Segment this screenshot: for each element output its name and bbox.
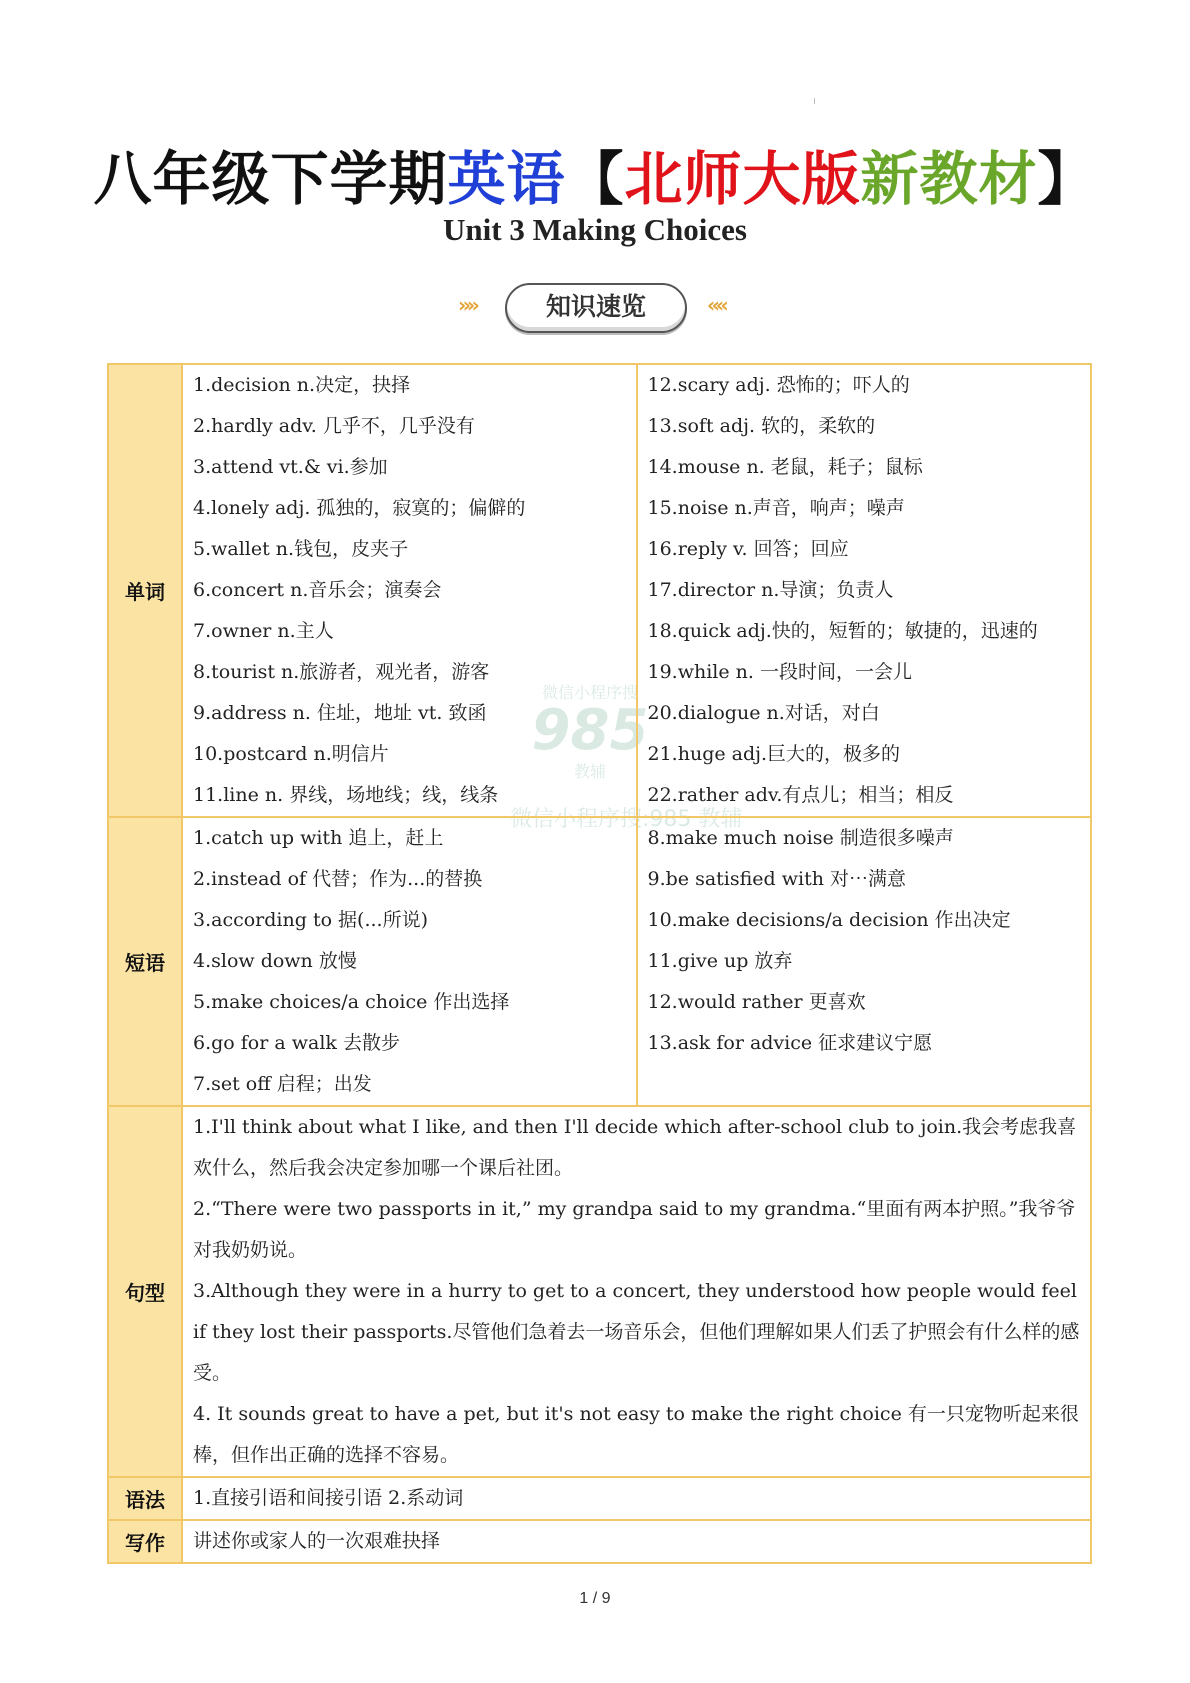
vocab-item: 22.rather adv.有点儿；相当；相反	[647, 784, 954, 806]
vocab-item: 2.hardly adv. 几乎不，几乎没有	[193, 415, 475, 437]
sentence-item: 4. It sounds great to have a pet, but it's not easy to make the right choice 有一只宠物听起来很棒，但作出正确的选择不容易。	[193, 1403, 1079, 1466]
title-part-subject: 英语	[447, 145, 566, 213]
title-part-bracket-close: 】	[1037, 145, 1097, 213]
vocab-item: 14.mouse n. 老鼠，耗子；鼠标	[647, 456, 923, 478]
sentence-item: 3.Although they were in a hurry to get to a concert, they understood how people would feel if they lost their passports.尽管他们急着去一场音乐会，但他们理解如果人们丢了护照会有什么样的感受。	[193, 1280, 1080, 1384]
vocab-item: 15.noise n.声音，响声；噪声	[647, 497, 905, 519]
vocab-content	[183, 365, 1090, 816]
vocab-item: 4.lonely adj. 孤独的，寂寞的；偏僻的	[193, 497, 526, 519]
grammar-row	[109, 1476, 1090, 1519]
vocab-item: 5.wallet n.钱包，皮夹子	[193, 538, 409, 560]
title-part-publisher: 北师大版	[624, 145, 861, 213]
sentence-item: 1.I'll think about what I like, and then I'll decide which after-school club to join.我会考虑我喜欢什么，然后我会决定参加哪一个课后社团。	[193, 1116, 1077, 1179]
page-number: 1 / 9	[579, 1590, 611, 1607]
title-part-grade: 八年级下学期	[93, 145, 448, 213]
phrase-item: 12.would rather 更喜欢	[647, 991, 866, 1013]
phrase-item: 9.be satisfied with 对⋯满意	[647, 868, 906, 890]
vocab-item: 12.scary adj. 恐怖的；吓人的	[647, 374, 910, 396]
phrases-left-column	[183, 818, 636, 1105]
phrase-item: 8.make much noise 制造很多噪声	[647, 827, 954, 849]
vocab-item: 1.decision n.决定，抉择	[193, 374, 411, 396]
vocab-item: 6.concert n.音乐会；演奏会	[193, 579, 442, 601]
vocab-left-column	[183, 365, 636, 816]
vocab-item: 11.line n. 界线，场地线；线，线条	[193, 784, 499, 806]
sentence-item: 2.“There were two passports in it,” my grandpa said to my grandma.“里面有两本护照。”我爷爷对我奶奶说。	[193, 1198, 1076, 1261]
sentences-content	[183, 1107, 1090, 1476]
vocab-item: 20.dialogue n.对话，对白	[647, 702, 880, 724]
title-part-bracket-open: 【	[565, 145, 625, 213]
phrase-item: 6.go for a walk 去散步	[193, 1032, 400, 1054]
vocab-item: 21.huge adj.巨大的，极多的	[647, 743, 901, 765]
watermark-mid-text: 教辅	[573, 762, 606, 781]
vocab-item: 16.reply v. 回答；回应	[647, 538, 849, 560]
knowledge-table	[107, 363, 1092, 1564]
vocab-item: 18.quick adj.快的，短暂的；敏捷的，迅速的	[647, 620, 1038, 642]
section-badge-area	[0, 283, 1190, 339]
vocab-item: 19.while n. 一段时间，一会儿	[647, 661, 912, 683]
vocab-item: 3.attend vt.& vi.参加	[193, 456, 388, 478]
unit-subtitle: Unit 3 Making Choices	[443, 212, 747, 247]
sentences-label: 句型	[109, 1107, 183, 1476]
grammar-label: 语法	[109, 1478, 183, 1519]
phrase-item: 3.according to 据(...所说)	[193, 909, 428, 931]
sentences-row	[109, 1105, 1090, 1476]
phrases-row	[109, 816, 1090, 1105]
writing-row	[109, 1519, 1090, 1562]
chevron-right-icon: »»	[458, 293, 476, 317]
phrase-item: 11.give up 放弃	[647, 950, 793, 972]
vocab-item: 10.postcard n.明信片	[193, 743, 389, 765]
watermark-top-text: 微信小程序搜	[541, 683, 638, 702]
vocab-item: 9.address n. 住址，地址 vt. 致函	[193, 702, 487, 724]
page-tick-mark	[814, 98, 815, 104]
chevron-left-icon: ««	[707, 293, 725, 317]
vocab-item: 7.owner n.主人	[193, 620, 334, 642]
section-badge: 知识速览	[505, 283, 687, 333]
phrase-item: 1.catch up with 追上，赶上	[193, 827, 444, 849]
phrase-item: 7.set off 启程；出发	[193, 1073, 372, 1095]
writing-label: 写作	[109, 1521, 183, 1562]
title-part-edition: 新教材	[860, 145, 1038, 213]
vocab-row	[109, 365, 1090, 816]
page-title	[0, 143, 1190, 215]
grammar-text: 1.直接引语和间接引语 2.系动词	[193, 1487, 464, 1509]
writing-text: 讲述你或家人的一次艰难抉择	[193, 1530, 441, 1552]
vocab-item: 8.tourist n.旅游者，观光者，游客	[193, 661, 490, 683]
writing-content	[183, 1521, 1090, 1562]
phrases-content	[183, 818, 1090, 1105]
grammar-content	[183, 1478, 1090, 1519]
phrase-item: 13.ask for advice 征求建议宁愿	[647, 1032, 933, 1054]
phrases-label: 短语	[109, 818, 183, 1105]
vocab-item: 17.director n.导演；负责人	[647, 579, 894, 601]
phrase-item: 2.instead of 代替；作为...的替换	[193, 868, 483, 890]
vocab-item: 13.soft adj. 软的，柔软的	[647, 415, 876, 437]
phrase-item: 10.make decisions/a decision 作出决定	[647, 909, 1011, 931]
watermark-bottom-text: 微信小程序搜:985 教辅	[510, 807, 743, 832]
vocab-right-column	[636, 365, 1091, 816]
phrase-item: 4.slow down 放慢	[193, 950, 357, 972]
watermark-number: 985	[531, 698, 649, 763]
phrase-item: 5.make choices/a choice 作出选择	[193, 991, 510, 1013]
vocab-label: 单词	[109, 365, 183, 816]
phrases-right-column	[636, 818, 1091, 1105]
